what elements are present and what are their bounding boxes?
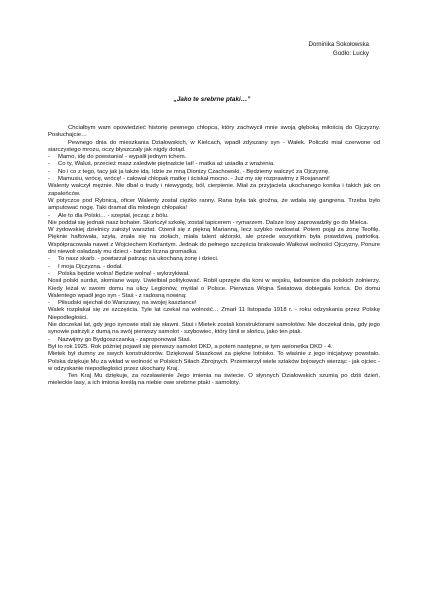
dialogue-line: - No i co z tego, tacy jak ja także idą. Idzie ze mną Dionizy Czachowski. - Będziemy walczyć za Ojczyznę. [48, 169, 380, 176]
dialogue-line: - Mamusiu, wrócę, wrócę! - całował chłopak matkę i ściskał mocno. - Już my się rozprawimy z Rosjanami! [48, 176, 380, 183]
paragraph: Nosił polski surdut, słomiane wąsy. Uwielbiał politykować. Robił uprzęże dla koni w wojsku, ładownice dla polskich żołnierzy. Kiedy leżał w swoim domu na ulicy Legionów, myślał o Polsce. Pierwsza Wojna Światowa dobiegała końca. Do domu Walentego wpadł jego syn - Staś - z radosną nowiną: [48, 278, 380, 299]
paragraph: W potyczce pod Rybnicą, oficer Walenty został ciężko ranny. Rana była tak groźna, że wdała się gangrena. Trzeba było amputować nogę. Taki dramat dla młodego chłopaka! [48, 197, 380, 212]
dialogue-line: - Polska będzie wolna! Będzie wolna! - wykrzykiwał. [48, 271, 380, 278]
paragraph: Nie poddał się jednak nasz bohater. Skończył szkołę, został tapicerem - rymarzem. Dalsze losy zaprowadziły go do Mielca. [48, 219, 369, 226]
paragraph: Pewnego dnia do mieszkania Działowskich, w Kielcach, wpadł zdyszany syn - Wałek. Policzki miał czerwone od siarczystego mrozu, oczy błyszczały jak nigdy dotąd. [48, 139, 380, 153]
dialogue-line: - Ale to dla Polski… - szeptał, jecząc z bólu. [48, 213, 380, 220]
paragraph: W żydowskiej dzielnicy założył warsztat. Ożenił się z piękną Marianną, lecz szybko owdowiał. Potem pojął za żonę Teofilę. Pięknie haftowała, szyła, znała się na ziołach, miała talent aktorski, ale przede wszystkim była prawdziwą patriotką. Współpracowała nawet z Wojciechem Korfantym. Jednak do pełnego szczęścia brakowało Wałkowi wolności Ojczyzny. Ponure dni niewoli osładzały mu dzieci - bardzo liczna gromadka. [48, 227, 380, 256]
paragraph: Był to rok 1925. Rok później pojawił się pierwszy samolot DKD, a potem następne, w tym awionetka DKD - 4. [48, 343, 333, 350]
pseudonym: Godło: Lucky [332, 49, 369, 57]
dialogue-line: - Nazwijmy go Bydgoszczanką - zaproponował Staś. [48, 337, 380, 344]
dialogue-line: - I moja Ojczyzna. - dodał. [48, 264, 380, 271]
paragraph: Walek rozpłakał się ze szczęścia. Tyle lat czekał na wolność… Zmarł 11 listopada 1918 r. - roku odzyskania przez Polskę Niepodległości. [48, 307, 380, 321]
document-title: „Jako te srebrne ptaki…” [173, 96, 251, 103]
paragraph: Nie doczekał lat, gdy jego synowie stali się sławni. Staś i Mietek zostali konstruktorami samolotów. Nie doczekał dnia, gdy jego synowie patrzyli z dumą na swój pierwszy samolot - szybowiec, który lśnił w słońcu, jako ten ptak. [48, 322, 380, 336]
dialogue-line: - Co ty, Waluś, przecież masz zaledwie piętnaście lat! - matka aż usiadła z wrażenia. [48, 161, 380, 168]
dialogue-line: - Piłsudski wjechał do Warszawy, na swojej kasztance! [48, 300, 380, 307]
author-block [308, 41, 369, 58]
paragraph: Mietek był dumny ze swych konstruktorów. Dziękował Staszkowi za piękne lotnisko. To właśnie z jego inicjatywy powstało. Polska dziękuje Mu za wkład w wolność w Polskich Siłach Zbrojnych. Przemierzył wiele szlaków bojowych wierząc - jak ojciec - w odzyskanie niepodległości przez ukochany Kraj. [48, 351, 380, 372]
paragraph: Chciałbym wam opowiedzieć historię pewnego chłopca, który zachwycił mnie swoją głęboką miłością do Ojczyzny. Posłuchajcie… [48, 125, 380, 139]
story-body [48, 125, 380, 388]
paragraph: Walenty walczył mężnie. Nie dbał o trudy i niewygody, ból, cierpienie. Miał za przyjaciela ukochanego konika i takich jak on zapaleńców. [48, 183, 380, 197]
author-name: Dominika Sokołowska [308, 41, 369, 48]
dialogue-line: - Mamo, idę do powstania! - wypalił jednym tchem. [48, 154, 380, 161]
paragraph: Ten Kraj Mu dziękuje, za rozsławienie Jego imienia na świecie. O słynnych Działowskich szumią po dziś dzień, mieleckie lasy, a ich imiona kreślą na niebie owe srebrne ptaki - samoloty. [48, 373, 380, 387]
dialogue-line: - To nasz skarb. - powtarzał patrząc na ukochaną żonę i dzieci. [48, 256, 380, 263]
